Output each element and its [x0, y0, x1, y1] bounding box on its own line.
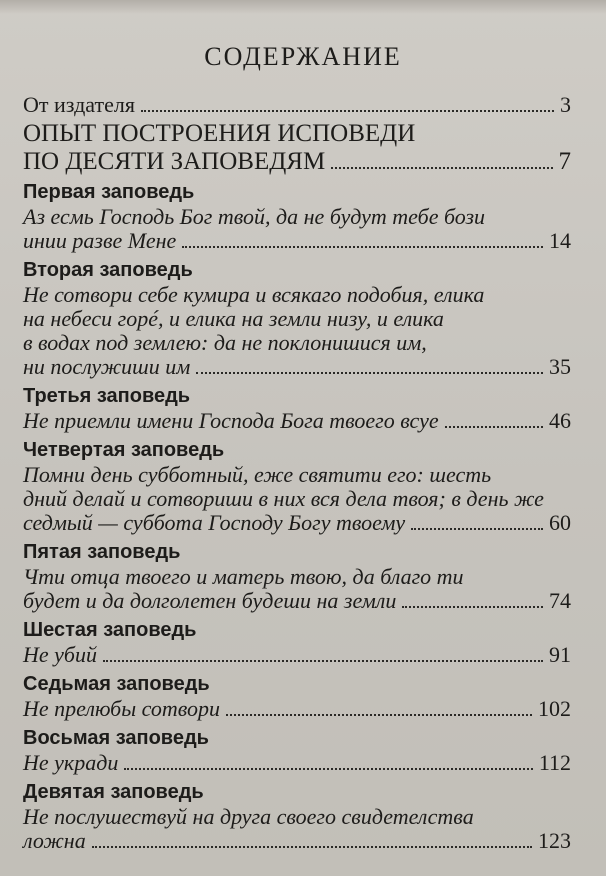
toc-section	[23, 438, 571, 536]
previous-page-bleed	[0, 0, 606, 14]
dot-leader	[331, 167, 552, 169]
toc-page-number: 112	[538, 750, 571, 775]
commandment-text-line: Не укради	[23, 750, 119, 775]
dot-leader	[226, 714, 532, 716]
commandment-text-line: дний делай и сотвориши в них вся дела твоя; в день же	[23, 486, 544, 511]
commandment-text-line: седмый — суббота Господу Богу твоему	[23, 510, 406, 535]
commandment-text-line: ни послужиши им	[23, 354, 191, 379]
dot-leader	[124, 768, 532, 770]
dot-leader	[92, 846, 532, 848]
toc-section	[23, 780, 571, 854]
dot-leader	[182, 246, 543, 248]
toc-entry-commandment[interactable]	[23, 355, 571, 380]
commandment-text-line: инии разве Мене	[23, 228, 177, 253]
commandment-text-line: Чти отца твоего и матерь твою, да благо ти	[23, 564, 464, 589]
commandment-text-line: в водах под землею: да не поклонишися им,	[23, 330, 427, 355]
toc-page-number: 91	[549, 642, 571, 667]
commandment-text-line: Не сотвори себе кумира и всякаго подобия, елика	[23, 282, 485, 307]
toc-section	[23, 672, 571, 722]
toc-entry-commandment[interactable]	[23, 511, 571, 536]
toc-section	[23, 258, 571, 380]
toc-entry-commandment[interactable]	[23, 829, 571, 854]
toc-page-number: 46	[549, 408, 571, 433]
dot-leader	[196, 372, 543, 374]
toc-page-number: 14	[549, 228, 571, 253]
commandment-text-line: Аз есмь Господь Бог твой, да не будут тебе бози	[23, 204, 486, 229]
section-heading: Четвертая заповедь	[23, 439, 225, 461]
part-title-line-1: ОПЫТ ПОСТРОЕНИЯ ИСПОВЕДИ	[23, 120, 416, 147]
table-of-contents	[23, 90, 571, 854]
toc-entry-commandment[interactable]	[23, 409, 571, 434]
page-title: СОДЕРЖАНИЕ	[204, 42, 402, 71]
commandment-text-line: ложна	[23, 828, 86, 853]
dot-leader	[411, 528, 543, 530]
commandment-text-line: на небеси горé, и елика на земли низу, и елика	[23, 306, 444, 331]
toc-entry-front-matter[interactable]	[23, 90, 571, 120]
toc-entry-part[interactable]	[23, 148, 571, 176]
commandment-text-line: Не приемли имени Господа Бога твоего всуе	[23, 408, 439, 433]
toc-section	[23, 726, 571, 776]
section-heading: Первая заповедь	[23, 181, 195, 203]
toc-page-number: 35	[549, 354, 571, 379]
toc-section	[23, 180, 571, 254]
toc-page-number: 102	[538, 696, 571, 721]
section-heading: Девятая заповедь	[23, 781, 204, 803]
dot-leader	[103, 660, 543, 662]
section-heading: Восьмая заповедь	[23, 727, 209, 749]
section-heading: Третья заповедь	[23, 385, 191, 407]
commandment-text-line: Помни день субботный, еже святити его: шесть	[23, 462, 492, 487]
toc-page-number: 60	[549, 510, 571, 535]
commandment-text-line: Не прелюбы сотвори	[23, 696, 221, 721]
toc-section	[23, 618, 571, 668]
commandment-text-line: Не убий	[23, 642, 97, 667]
toc-entry-commandment[interactable]	[23, 751, 571, 776]
toc-entry-commandment[interactable]	[23, 643, 571, 668]
toc-page-number: 74	[549, 588, 571, 613]
toc-entry-commandment[interactable]	[23, 229, 571, 254]
part-title-line-2: ПО ДЕСЯТИ ЗАПОВЕДЯМ	[23, 148, 326, 175]
commandment-text-line: Не послушествуй на друга своего свидетелства	[23, 804, 474, 829]
toc-entry-commandment[interactable]	[23, 697, 571, 722]
dot-leader	[141, 110, 554, 112]
toc-page-number: 123	[538, 828, 571, 853]
toc-entry-commandment[interactable]	[23, 589, 571, 614]
commandment-sections	[23, 180, 571, 854]
section-heading: Шестая заповедь	[23, 619, 197, 641]
toc-section	[23, 540, 571, 614]
dot-leader	[402, 606, 543, 608]
toc-entry-label: От издателя	[23, 92, 135, 117]
section-heading: Пятая заповедь	[23, 541, 181, 563]
section-heading: Седьмая заповедь	[23, 673, 210, 695]
toc-section	[23, 384, 571, 434]
commandment-text-line: будет и да долголетен будеши на земли	[23, 588, 397, 613]
toc-page-number: 7	[558, 148, 571, 175]
toc-page-number: 3	[560, 92, 571, 117]
section-heading: Вторая заповедь	[23, 259, 193, 281]
dot-leader	[445, 426, 543, 428]
